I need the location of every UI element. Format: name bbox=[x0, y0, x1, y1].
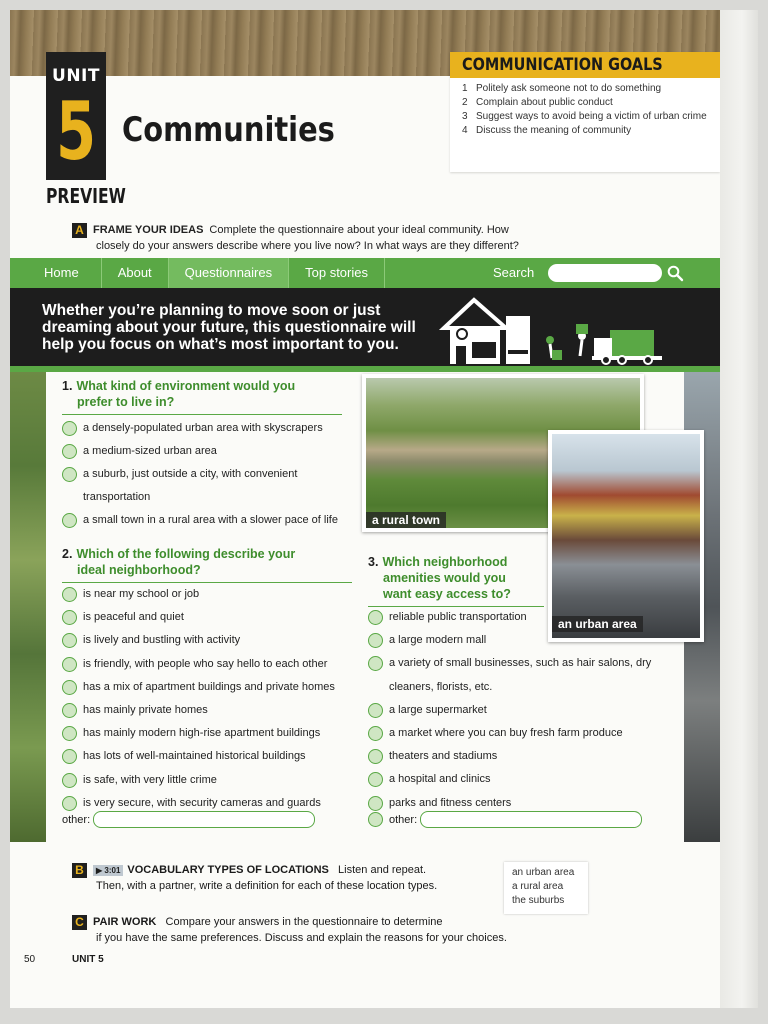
radio-button[interactable] bbox=[62, 796, 77, 811]
section-b-line1: Listen and repeat. bbox=[338, 864, 427, 876]
section-a-line1: Complete the questionnaire about your ideal community. How bbox=[209, 224, 509, 236]
question-3-options bbox=[368, 611, 668, 820]
search-icon[interactable] bbox=[666, 264, 684, 282]
nav-home[interactable]: Home bbox=[10, 258, 102, 288]
moving-house-illustration bbox=[434, 290, 674, 366]
option[interactable]: has lots of well-maintained historical buildings bbox=[62, 750, 362, 773]
unit-badge bbox=[46, 52, 106, 180]
question-text: ideal neighborhood? bbox=[77, 563, 201, 577]
section-a-instructions bbox=[72, 222, 572, 254]
option[interactable]: is lively and bustling with activity bbox=[62, 634, 362, 657]
search-label: Search bbox=[493, 265, 535, 280]
option[interactable]: has mainly private homes bbox=[62, 704, 362, 727]
option[interactable]: a variety of small businesses, such as hair salons, dry bbox=[368, 657, 668, 680]
audio-track-icon[interactable]: ▶ 3:01 bbox=[93, 865, 123, 876]
option[interactable]: is friendly, with people who say hello to each other bbox=[62, 658, 362, 681]
section-b-letter: B bbox=[72, 863, 87, 878]
other-label: other: bbox=[62, 813, 91, 826]
question-1 bbox=[62, 378, 342, 410]
question-1-options bbox=[62, 422, 362, 537]
location-type: a rural area bbox=[512, 881, 564, 892]
question-divider bbox=[62, 414, 342, 415]
option[interactable]: a hospital and clinics bbox=[368, 773, 668, 796]
option[interactable]: a market where you can buy fresh farm produce bbox=[368, 727, 668, 750]
banner-strip bbox=[10, 366, 720, 372]
section-a-letter: A bbox=[72, 223, 87, 238]
radio-button[interactable] bbox=[62, 703, 77, 718]
section-c-line2: if you have the same preferences. Discuss and explain the reasons for your choices. bbox=[96, 932, 507, 944]
unit-label: UNIT bbox=[52, 66, 100, 86]
question-text: want easy access to? bbox=[383, 587, 511, 601]
radio-button[interactable] bbox=[368, 610, 383, 625]
radio-button[interactable] bbox=[368, 703, 383, 718]
location-type: an urban area bbox=[512, 867, 575, 878]
question-number: 3. bbox=[368, 555, 379, 569]
website-nav bbox=[10, 258, 720, 288]
radio-button[interactable] bbox=[62, 587, 77, 602]
option[interactable]: has a mix of apartment buildings and private homes bbox=[62, 681, 362, 704]
option[interactable]: a medium-sized urban area bbox=[62, 445, 362, 468]
radio-button[interactable] bbox=[368, 772, 383, 787]
question-text: prefer to live in? bbox=[77, 395, 175, 409]
option[interactable]: parks and fitness centers bbox=[368, 797, 668, 820]
question-3 bbox=[368, 554, 548, 602]
question-number: 2. bbox=[62, 547, 73, 561]
option[interactable]: is near my school or job bbox=[62, 588, 362, 611]
option[interactable]: is very secure, with security cameras and guards bbox=[62, 797, 362, 820]
question-text: Which neighborhood bbox=[382, 555, 508, 569]
question-divider bbox=[368, 606, 544, 607]
section-b-instructions bbox=[72, 862, 492, 894]
radio-button[interactable] bbox=[368, 796, 383, 811]
questionnaire-banner bbox=[10, 288, 720, 366]
unit-number: 5 bbox=[55, 85, 97, 178]
rural-hillside-photo bbox=[10, 372, 46, 842]
nav-about[interactable]: About bbox=[102, 258, 169, 288]
section-a-line2: closely do your answers describe where you live now? In what ways are they different? bbox=[96, 240, 519, 252]
question-text: What kind of environment would you bbox=[76, 379, 296, 393]
radio-button[interactable] bbox=[368, 749, 383, 764]
location-types-box bbox=[504, 862, 588, 914]
other-label: other: bbox=[389, 813, 418, 826]
question-2-options bbox=[62, 588, 362, 820]
radio-button[interactable] bbox=[62, 680, 77, 695]
radio-button[interactable] bbox=[62, 610, 77, 625]
section-c-letter: C bbox=[72, 915, 87, 930]
radio-button[interactable] bbox=[368, 726, 383, 741]
radio-button[interactable] bbox=[368, 812, 383, 827]
section-c-instructions bbox=[72, 914, 552, 946]
other-input[interactable] bbox=[93, 811, 315, 828]
section-c-line1: Compare your answers in the questionnaire to determine bbox=[165, 916, 443, 928]
footer-unit: UNIT 5 bbox=[72, 954, 104, 965]
question-2 bbox=[62, 546, 352, 578]
search-input[interactable] bbox=[548, 264, 662, 282]
option[interactable]: a large supermarket bbox=[368, 704, 668, 727]
urban-area-caption: an urban area bbox=[552, 616, 643, 632]
option[interactable]: a densely-populated urban area with skyscrapers bbox=[62, 422, 362, 445]
radio-button[interactable] bbox=[62, 513, 77, 528]
question-text: Which of the following describe your bbox=[76, 547, 296, 561]
communication-goals bbox=[450, 52, 720, 172]
question-divider bbox=[62, 582, 352, 583]
section-b-heading: VOCABULARY TYPES OF LOCATIONS bbox=[127, 864, 329, 876]
option[interactable]: a small town in a rural area with a slower pace of life bbox=[62, 514, 362, 537]
page-number: 50 bbox=[24, 954, 36, 965]
nav-questionnaires[interactable]: Questionnaires bbox=[169, 258, 289, 288]
section-b-line2: Then, with a partner, write a definition for each of these location types. bbox=[96, 880, 438, 892]
option-continued: transportation bbox=[83, 491, 151, 503]
question-3-other bbox=[368, 811, 642, 828]
radio-button[interactable] bbox=[62, 726, 77, 741]
radio-button[interactable] bbox=[62, 749, 77, 764]
question-2-other bbox=[62, 811, 315, 828]
goal-item: 1 Politely ask someone not to do something bbox=[462, 83, 662, 94]
radio-button[interactable] bbox=[368, 656, 383, 671]
option[interactable]: a large modern mall bbox=[368, 634, 668, 657]
banner-text: Whether you’re planning to move soon or just dreaming about your future, this questionnaire will help you focus on what’s most important to you. bbox=[42, 302, 416, 353]
textbook-page bbox=[10, 10, 720, 1008]
option[interactable]: reliable public transportation bbox=[368, 611, 668, 634]
option[interactable]: is peaceful and quiet bbox=[62, 611, 362, 634]
option-continued: cleaners, florists, etc. bbox=[389, 680, 493, 693]
option[interactable]: is safe, with very little crime bbox=[62, 774, 362, 797]
radio-button[interactable] bbox=[368, 633, 383, 648]
section-a-heading: FRAME YOUR IDEAS bbox=[93, 224, 204, 236]
radio-button[interactable] bbox=[62, 773, 77, 788]
goal-item: 3 Suggest ways to avoid being a victim of urban crime bbox=[462, 111, 707, 122]
other-input[interactable] bbox=[420, 811, 642, 828]
radio-button[interactable] bbox=[62, 444, 77, 459]
radio-button[interactable] bbox=[62, 633, 77, 648]
goals-title: COMMUNICATION GOALS bbox=[450, 52, 720, 78]
goal-item: 4 Discuss the meaning of community bbox=[462, 125, 632, 136]
radio-button[interactable] bbox=[62, 467, 77, 482]
location-type: the suburbs bbox=[512, 895, 565, 906]
goals-list bbox=[450, 78, 720, 137]
option[interactable]: has mainly modern high-rise apartment buildings bbox=[62, 727, 362, 750]
question-text: amenities would you bbox=[383, 571, 506, 585]
goal-item: 2 Complain about public conduct bbox=[462, 97, 613, 108]
question-number: 1. bbox=[62, 379, 73, 393]
radio-button[interactable] bbox=[62, 421, 77, 436]
page-edge bbox=[718, 10, 758, 1008]
preview-heading: PREVIEW bbox=[46, 184, 126, 208]
option[interactable]: theaters and stadiums bbox=[368, 750, 668, 773]
rural-town-caption: a rural town bbox=[366, 512, 446, 528]
radio-button[interactable] bbox=[62, 657, 77, 672]
nav-top-stories[interactable]: Top stories bbox=[289, 258, 385, 288]
section-c-heading: PAIR WORK bbox=[93, 916, 157, 928]
unit-title: Communities bbox=[122, 110, 335, 150]
option[interactable]: a suburb, just outside a city, with convenient bbox=[62, 468, 362, 491]
